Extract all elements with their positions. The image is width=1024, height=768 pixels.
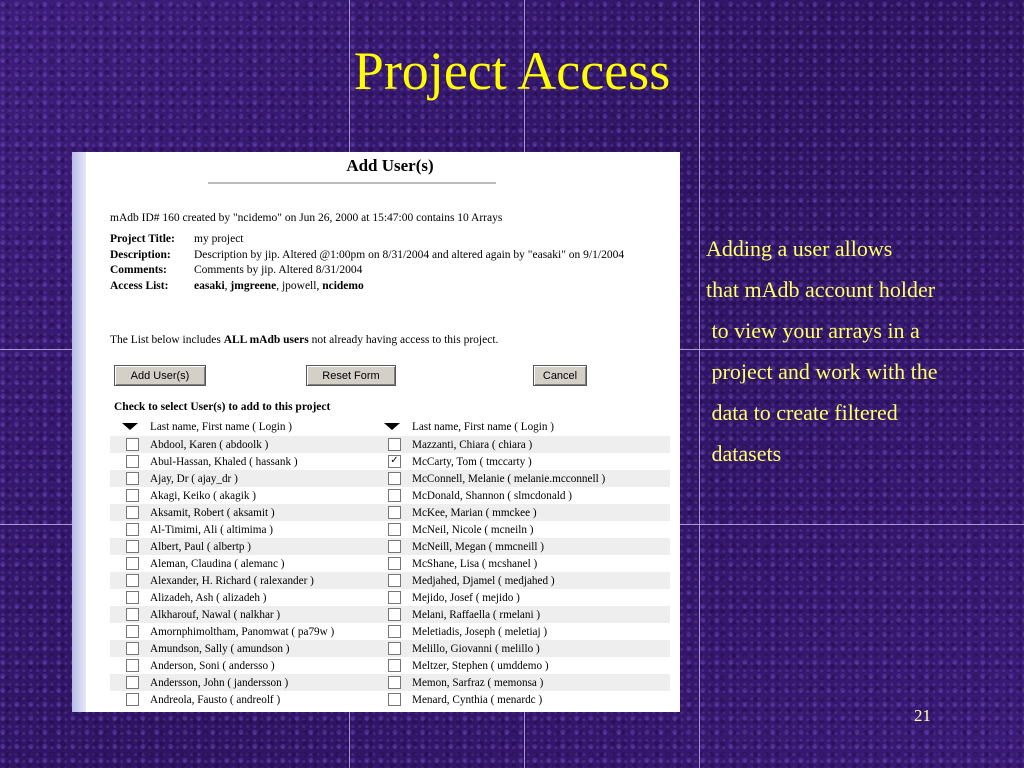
heading-divider: [208, 182, 496, 184]
user-checkbox[interactable]: [388, 625, 401, 638]
access-user: jmgreene: [230, 279, 277, 292]
user-table: [110, 417, 670, 708]
user-name: Andersson, John ( jandersson ): [150, 674, 372, 691]
checkbox-cell: [372, 674, 412, 691]
user-checkbox[interactable]: [126, 676, 139, 689]
table-row: [110, 657, 670, 674]
user-checkbox[interactable]: [126, 608, 139, 621]
slide-note: [706, 228, 1021, 474]
user-checkbox[interactable]: [126, 523, 139, 536]
access-user: ncidemo: [322, 279, 364, 292]
checkbox-cell: [372, 623, 412, 640]
user-checkbox[interactable]: [126, 591, 139, 604]
user-checkbox[interactable]: [388, 506, 401, 519]
checkbox-cell: [110, 538, 150, 555]
user-name: Amornphimoltham, Panomwat ( pa79w ): [150, 625, 335, 638]
add-users-button[interactable]: Add User(s): [114, 365, 206, 386]
table-row: [110, 436, 670, 453]
slide-note-line: Adding a user allows: [706, 236, 893, 261]
meta-line: mAdb ID# 160 created by "ncidemo" on Jun 26, 2000 at 15:47:00 contains 10 Arrays: [110, 212, 503, 224]
table-row: [110, 453, 670, 470]
info-value: my project: [194, 233, 244, 245]
checkbox-cell: [372, 640, 412, 657]
table-row: [110, 640, 670, 657]
user-name: Mejido, Josef ( mejido ): [412, 591, 520, 604]
user-name: Meletiadis, Joseph ( meletiaj ): [412, 625, 548, 638]
user-name: Ajay, Dr ( ajay_dr ): [150, 470, 372, 487]
list-note-text: not already having access to this project.: [308, 334, 499, 346]
user-checkbox[interactable]: [126, 557, 139, 570]
user-name: Aksamit, Robert ( aksamit ): [150, 504, 372, 521]
list-note: [110, 334, 498, 346]
table-row: [110, 555, 670, 572]
window-edge: [72, 152, 86, 712]
user-checkbox[interactable]: [388, 591, 401, 604]
user-name: Aleman, Claudina ( alemanc ): [150, 557, 285, 570]
checkbox-cell: [372, 470, 412, 487]
user-checkbox[interactable]: [388, 557, 401, 570]
user-name: Melillo, Giovanni ( melillo ): [412, 640, 670, 657]
info-row-title: [110, 232, 670, 248]
sort-cell: [110, 417, 150, 436]
check-instructions: Check to select User(s) to add to this project: [114, 401, 331, 413]
user-name: Meltzer, Stephen ( umddemo ): [412, 659, 549, 672]
user-checkbox[interactable]: [388, 642, 401, 655]
user-name: Alizadeh, Ash ( alizadeh ): [150, 591, 267, 604]
access-user: jpowell: [281, 279, 317, 292]
user-checkbox[interactable]: [388, 438, 401, 451]
checkbox-cell: [372, 538, 412, 555]
checkbox-cell: [372, 589, 412, 606]
access-list: easaki, jmgreene, jpowell, ncidemo: [194, 279, 364, 292]
user-checkbox[interactable]: [388, 659, 401, 672]
list-note-text: The List below includes: [110, 334, 224, 346]
table-header: [110, 417, 670, 436]
checkbox-cell: [110, 436, 150, 453]
user-name: Abdool, Karen ( abdoolk ): [150, 436, 372, 453]
column-header: Last name, First name ( Login ): [150, 420, 292, 433]
user-name: Andreola, Fausto ( andreolf ): [150, 693, 281, 706]
slide-note-line: data to create filtered: [706, 400, 898, 425]
user-checkbox[interactable]: [388, 523, 401, 536]
user-name: McNeil, Nicole ( mcneiln ): [412, 523, 534, 536]
checkbox-cell: [372, 487, 412, 504]
checkbox-cell: [110, 640, 150, 657]
checkbox-cell: [372, 606, 412, 623]
table-row: [110, 589, 670, 606]
table-row: [110, 470, 670, 487]
info-label: Description:: [110, 248, 171, 261]
user-name: McConnell, Melanie ( melanie.mcconnell ): [412, 470, 670, 487]
sort-triangle-icon[interactable]: [122, 423, 138, 430]
checkbox-cell: [110, 521, 150, 538]
info-label: Project Title:: [110, 233, 175, 245]
checkbox-cell: [110, 674, 150, 691]
slide-note-line: that mAdb account holder: [706, 277, 936, 302]
user-name: Alexander, H. Richard ( ralexander ): [150, 572, 372, 589]
slide-note-line: to view your arrays in a: [706, 318, 920, 343]
checkbox-cell: [372, 521, 412, 538]
user-checkbox[interactable]: [388, 489, 401, 502]
user-name: McNeill, Megan ( mmcneill ): [412, 538, 670, 555]
table-row: [110, 487, 670, 504]
user-checkbox[interactable]: [388, 693, 401, 706]
user-checkbox[interactable]: ✓: [388, 455, 401, 468]
slide-note-line: project and work with the: [706, 359, 938, 384]
user-checkbox[interactable]: [126, 489, 139, 502]
slide-title: Project Access: [353, 41, 671, 101]
user-name: McCarty, Tom ( tmccarty ): [412, 455, 532, 468]
checkbox-cell: [372, 504, 412, 521]
user-name: Alkharouf, Nawal ( nalkhar ): [150, 606, 372, 623]
checkbox-cell: [372, 436, 412, 453]
table-row: [110, 623, 670, 640]
add-users-screenshot: [72, 152, 680, 712]
user-name: Medjahed, Djamel ( medjahed ): [412, 572, 670, 589]
checkbox-cell: [110, 487, 150, 504]
user-name: Anderson, Soni ( andersso ): [150, 659, 275, 672]
checkbox-cell: [110, 589, 150, 606]
checkbox-cell: [372, 691, 412, 708]
checkbox-cell: [372, 453, 412, 470]
user-checkbox[interactable]: [126, 438, 139, 451]
slide-note-line: datasets: [706, 441, 782, 466]
project-info: [110, 232, 670, 294]
grid-line: [699, 0, 700, 768]
user-checkbox[interactable]: [126, 506, 139, 519]
sort-cell: [372, 417, 412, 436]
checkbox-cell: [110, 657, 150, 674]
table-row: [110, 606, 670, 623]
user-name: Al-Timimi, Ali ( altimima ): [150, 523, 273, 536]
user-checkbox[interactable]: [126, 472, 139, 485]
user-checkbox[interactable]: [388, 574, 401, 587]
table-row: [110, 538, 670, 555]
sort-triangle-icon[interactable]: [384, 423, 400, 430]
user-checkbox[interactable]: [126, 455, 139, 468]
info-value: Comments by jip. Altered 8/31/2004: [194, 264, 363, 276]
info-row-comments: [110, 263, 670, 279]
user-name: Akagi, Keiko ( akagik ): [150, 489, 256, 502]
user-name: Memon, Sarfraz ( memonsa ): [412, 674, 670, 691]
table-row: [110, 674, 670, 691]
checkbox-cell: [110, 572, 150, 589]
info-value: Description by jip. Altered @1:00pm on 8/31/2004 and altered again by "easaki" on 9/1/2004: [194, 248, 625, 261]
user-checkbox[interactable]: [126, 540, 139, 553]
table-row: [110, 572, 670, 589]
user-checkbox[interactable]: [126, 659, 139, 672]
user-checkbox[interactable]: [126, 625, 139, 638]
user-checkbox[interactable]: [126, 642, 139, 655]
info-row-access-list: [110, 279, 670, 295]
user-checkbox[interactable]: [388, 608, 401, 621]
checkbox-cell: [110, 453, 150, 470]
user-checkbox[interactable]: [126, 574, 139, 587]
checkbox-cell: [110, 504, 150, 521]
checkbox-cell: [372, 555, 412, 572]
checkbox-cell: [110, 623, 150, 640]
user-name: Melani, Raffaella ( rmelani ): [412, 606, 670, 623]
table-row: [110, 521, 670, 538]
user-name: Abul-Hassan, Khaled ( hassank ): [150, 455, 298, 468]
checkbox-cell: [110, 470, 150, 487]
table-row: [110, 691, 670, 708]
user-name: McShane, Lisa ( mcshanel ): [412, 557, 538, 570]
checkbox-cell: [110, 555, 150, 572]
user-name: McDonald, Shannon ( slmcdonald ): [412, 489, 573, 502]
checkbox-cell: [372, 657, 412, 674]
user-name: McKee, Marian ( mmckee ): [412, 504, 670, 521]
user-checkbox[interactable]: [388, 472, 401, 485]
checkbox-cell: [110, 606, 150, 623]
user-name: Mazzanti, Chiara ( chiara ): [412, 436, 670, 453]
user-checkbox[interactable]: [388, 676, 401, 689]
user-name: Albert, Paul ( albertp ): [150, 538, 372, 555]
form-heading: Add User(s): [346, 156, 434, 175]
info-row-description: [110, 248, 670, 264]
reset-form-button[interactable]: Reset Form: [306, 365, 396, 386]
cancel-button[interactable]: Cancel: [533, 365, 587, 386]
user-checkbox[interactable]: [126, 693, 139, 706]
user-name: Menard, Cynthia ( menardc ): [412, 693, 543, 706]
column-header: Last name, First name ( Login ): [412, 420, 554, 433]
user-checkbox[interactable]: [388, 540, 401, 553]
user-name: Amundson, Sally ( amundson ): [150, 640, 372, 657]
page-number: 21: [914, 706, 931, 725]
list-note-emphasis: ALL mAdb users: [223, 334, 309, 346]
info-label: Comments:: [110, 264, 167, 276]
access-user: easaki: [194, 279, 225, 292]
checkbox-cell: [110, 691, 150, 708]
info-label: Access List:: [110, 279, 169, 292]
checkbox-cell: [372, 572, 412, 589]
table-row: [110, 504, 670, 521]
